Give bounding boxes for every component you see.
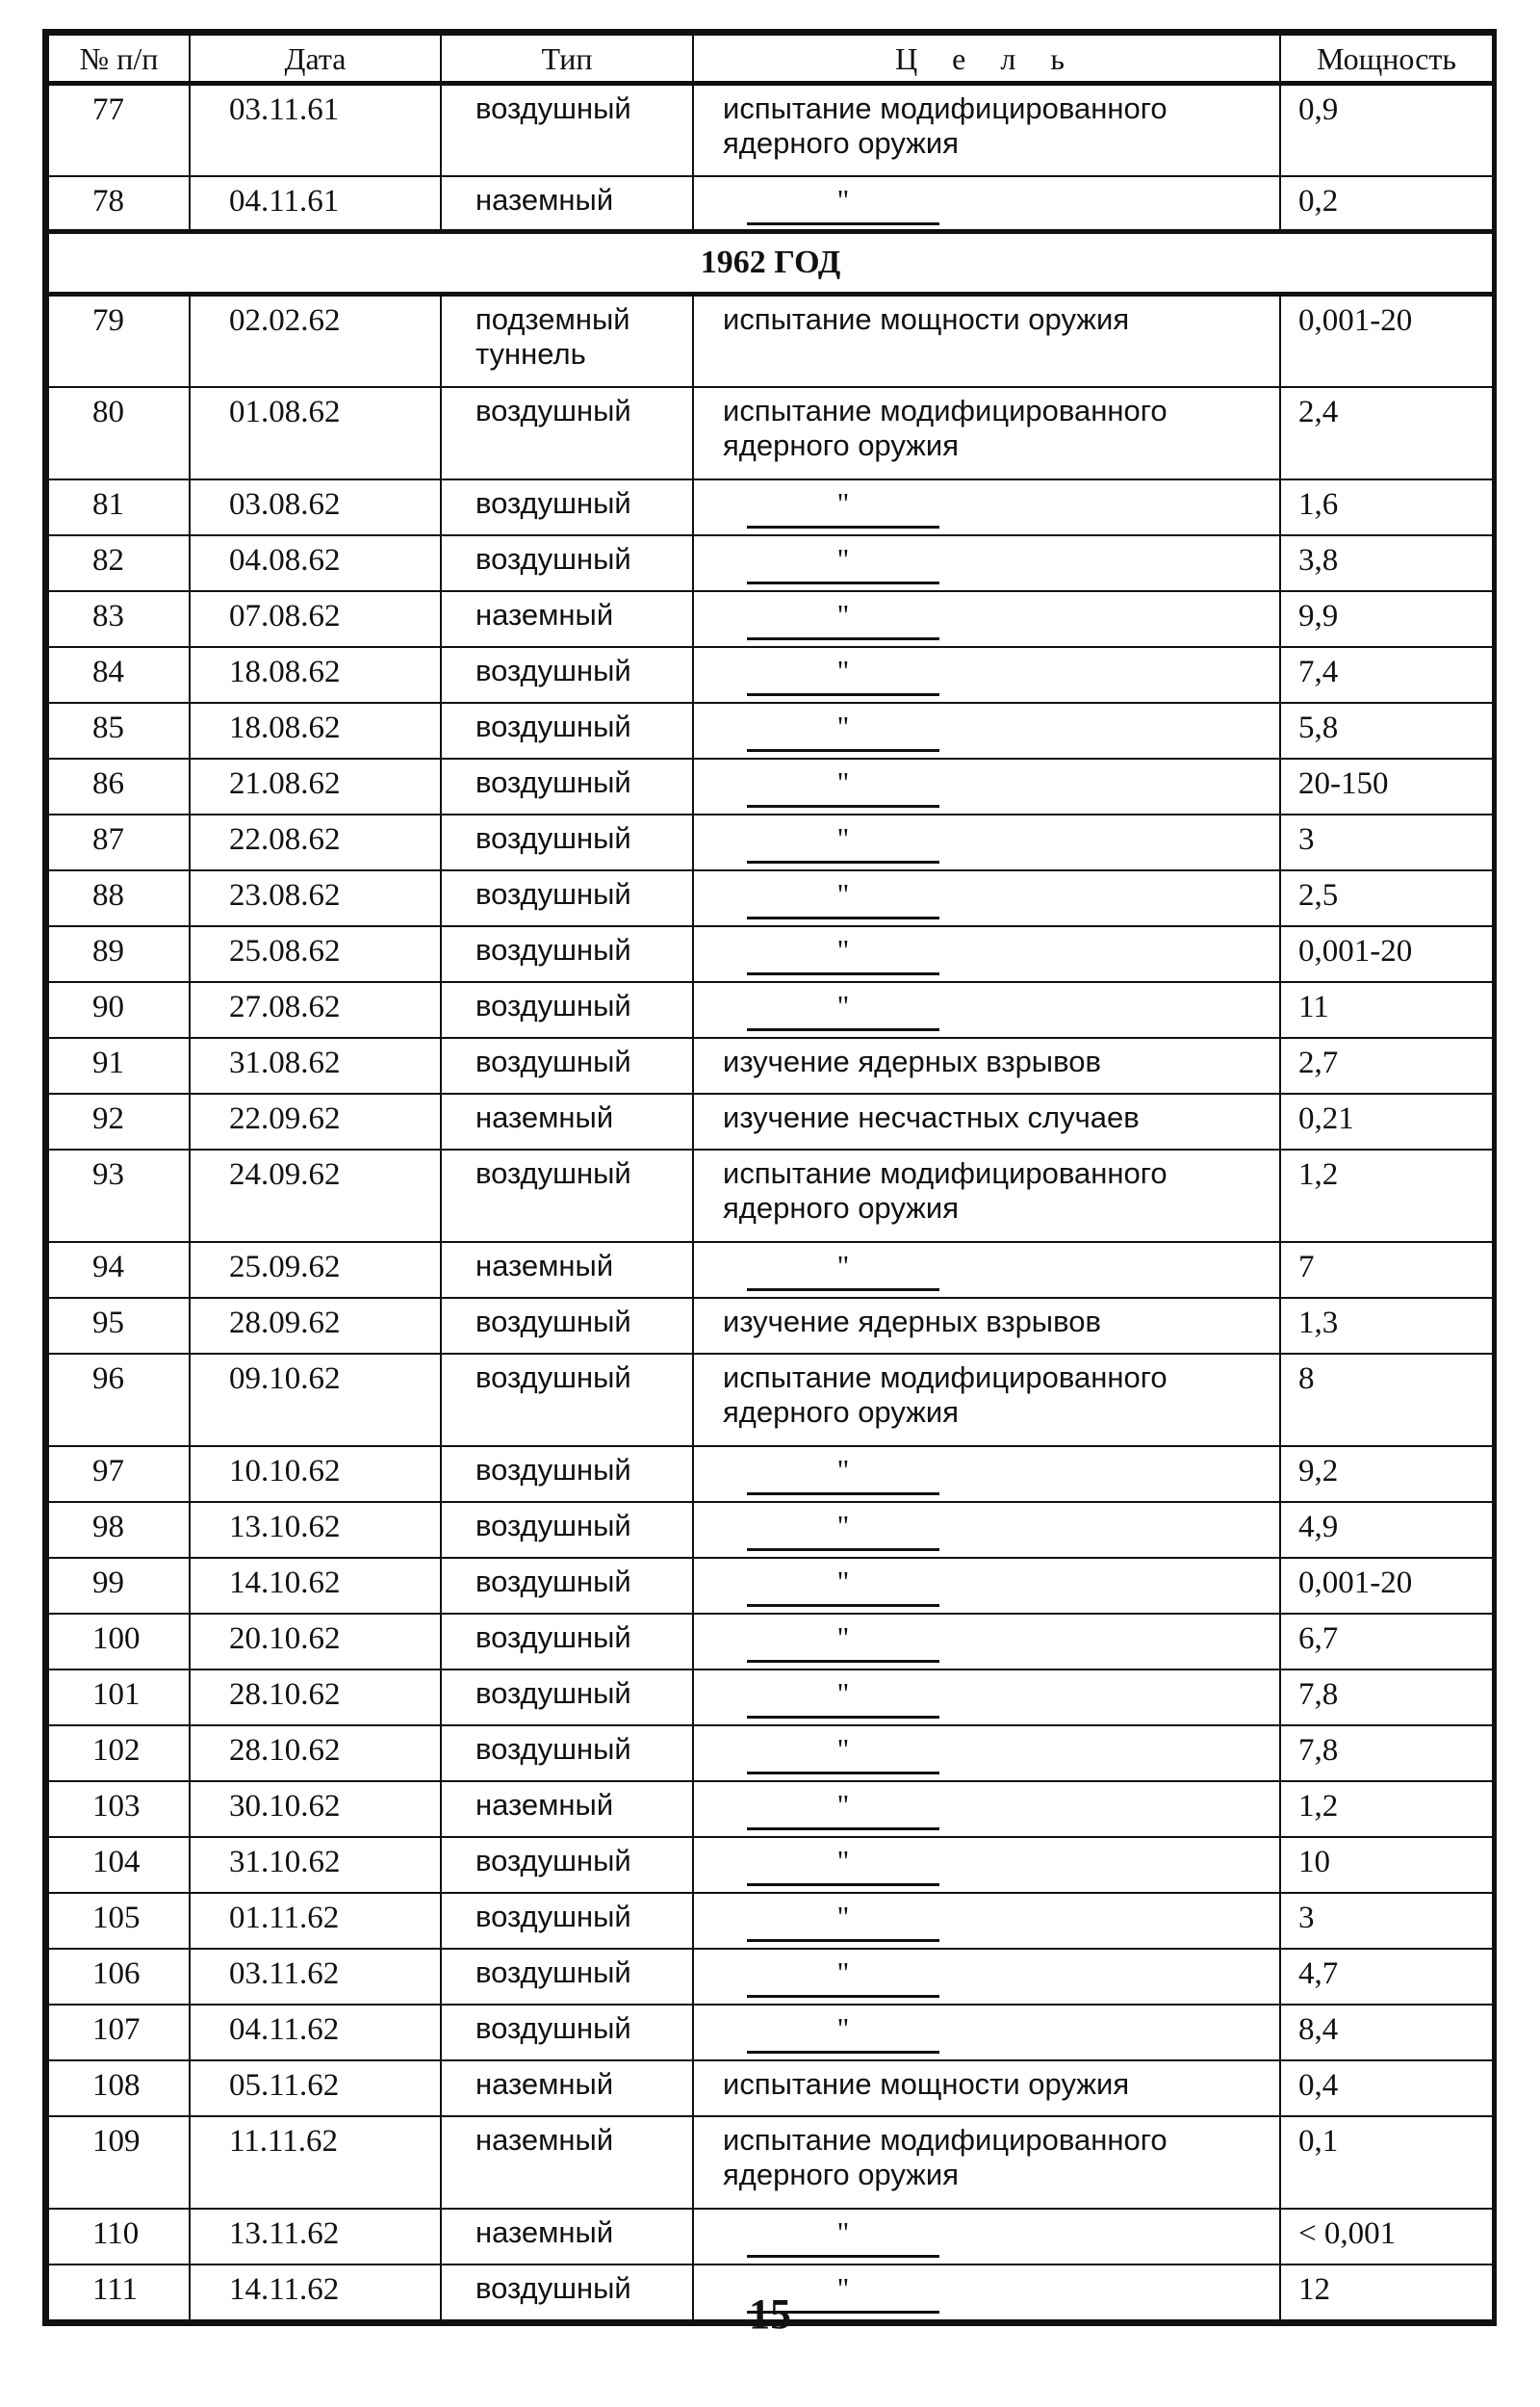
cell-type: воздушный — [441, 1837, 693, 1893]
cell-num: 78 — [48, 176, 190, 232]
cell-goal — [693, 926, 1280, 982]
cell-power: 9,2 — [1280, 1446, 1493, 1502]
cell-power: 1,2 — [1280, 1781, 1493, 1837]
cell-type: воздушный — [441, 1354, 693, 1446]
ditto-mark: " — [747, 549, 939, 584]
cell-goal: испытание мощности оружия — [693, 2060, 1280, 2116]
rows-1961 — [48, 84, 1493, 232]
cell-type: наземный — [441, 1781, 693, 1837]
cell-type: воздушный — [441, 1614, 693, 1669]
table-row — [48, 479, 1493, 535]
cell-goal — [693, 703, 1280, 759]
cell-num: 105 — [48, 1893, 190, 1949]
cell-goal — [693, 759, 1280, 815]
cell-date: 04.11.61 — [190, 176, 441, 232]
cell-type: воздушный — [441, 982, 693, 1038]
table-row — [48, 1354, 1493, 1446]
cell-num: 77 — [48, 84, 190, 176]
table-row — [48, 2116, 1493, 2209]
cell-date: 03.08.62 — [190, 479, 441, 535]
cell-type: воздушный — [441, 1446, 693, 1502]
cell-goal: испытание модифицированного ядерного оружия — [693, 1150, 1280, 1242]
cell-date: 05.11.62 — [190, 2060, 441, 2116]
table-row — [48, 1837, 1493, 1893]
cell-goal — [693, 479, 1280, 535]
cell-type: воздушный — [441, 2005, 693, 2060]
ditto-mark: " — [747, 2278, 939, 2314]
cell-date: 03.11.62 — [190, 1949, 441, 2005]
table-row — [48, 1669, 1493, 1725]
cell-power: 8 — [1280, 1354, 1493, 1446]
year-heading-row — [48, 232, 1493, 295]
cell-date: 28.09.62 — [190, 1298, 441, 1354]
ditto-mark: " — [747, 1515, 939, 1551]
cell-power: 7,8 — [1280, 1725, 1493, 1781]
table-row — [48, 1558, 1493, 1614]
cell-power: 11 — [1280, 982, 1493, 1038]
cell-goal — [693, 1669, 1280, 1725]
table-row — [48, 2060, 1493, 2116]
cell-date: 22.08.62 — [190, 815, 441, 870]
cell-goal — [693, 176, 1280, 232]
cell-goal — [693, 2005, 1280, 2060]
cell-type: наземный — [441, 2060, 693, 2116]
cell-goal — [693, 1781, 1280, 1837]
cell-date: 21.08.62 — [190, 759, 441, 815]
table-row — [48, 295, 1493, 387]
cell-date: 02.02.62 — [190, 295, 441, 387]
cell-power: 3 — [1280, 815, 1493, 870]
cell-type: воздушный — [441, 759, 693, 815]
ditto-mark: " — [747, 1627, 939, 1663]
cell-num: 79 — [48, 295, 190, 387]
table-row — [48, 1150, 1493, 1242]
tests-table-frame — [42, 29, 1497, 2326]
cell-num: 100 — [48, 1614, 190, 1669]
ditto-mark: " — [747, 2018, 939, 2054]
table-row — [48, 535, 1493, 591]
ditto-mark: " — [747, 940, 939, 975]
table-row — [48, 387, 1493, 479]
rows-1962 — [48, 295, 1493, 2320]
cell-num: 89 — [48, 926, 190, 982]
cell-num: 101 — [48, 1669, 190, 1725]
table-row — [48, 647, 1493, 703]
ditto-mark: " — [747, 660, 939, 696]
cell-power: 0,1 — [1280, 2116, 1493, 2209]
cell-num: 98 — [48, 1502, 190, 1558]
cell-type: воздушный — [441, 1669, 693, 1725]
cell-power: 1,2 — [1280, 1150, 1493, 1242]
cell-num: 81 — [48, 479, 190, 535]
cell-goal: испытание модифицированного ядерного оружия — [693, 387, 1280, 479]
cell-goal: изучение несчастных случаев — [693, 1094, 1280, 1150]
cell-type: подземный туннель — [441, 295, 693, 387]
cell-date: 20.10.62 — [190, 1614, 441, 1669]
table-row — [48, 1446, 1493, 1502]
cell-date: 07.08.62 — [190, 591, 441, 647]
table-row — [48, 870, 1493, 926]
table-row — [48, 1502, 1493, 1558]
table-row — [48, 703, 1493, 759]
ditto-mark: " — [747, 1906, 939, 1942]
table-row — [48, 84, 1493, 176]
table-row — [48, 176, 1493, 232]
table-row — [48, 2209, 1493, 2265]
cell-goal — [693, 1893, 1280, 1949]
cell-date: 28.10.62 — [190, 1669, 441, 1725]
cell-goal — [693, 591, 1280, 647]
table-row — [48, 1242, 1493, 1298]
cell-type: воздушный — [441, 84, 693, 176]
cell-num: 84 — [48, 647, 190, 703]
cell-type: наземный — [441, 1242, 693, 1298]
cell-power: 12 — [1280, 2265, 1493, 2320]
cell-goal: изучение ядерных взрывов — [693, 1298, 1280, 1354]
table-row — [48, 2005, 1493, 2060]
cell-num: 88 — [48, 870, 190, 926]
cell-type: воздушный — [441, 703, 693, 759]
cell-num: 80 — [48, 387, 190, 479]
cell-goal — [693, 870, 1280, 926]
ditto-mark: " — [747, 1683, 939, 1719]
cell-type: воздушный — [441, 647, 693, 703]
cell-goal — [693, 1558, 1280, 1614]
cell-power: 0,2 — [1280, 176, 1493, 232]
cell-num: 109 — [48, 2116, 190, 2209]
cell-num: 110 — [48, 2209, 190, 2265]
cell-goal: испытание модифицированного ядерного оружия — [693, 84, 1280, 176]
ditto-mark: " — [747, 605, 939, 640]
cell-goal — [693, 647, 1280, 703]
cell-date: 30.10.62 — [190, 1781, 441, 1837]
cell-type: воздушный — [441, 2265, 693, 2320]
table-row — [48, 1949, 1493, 2005]
cell-date: 25.08.62 — [190, 926, 441, 982]
cell-date: 13.11.62 — [190, 2209, 441, 2265]
ditto-mark: " — [747, 996, 939, 1031]
ditto-mark: " — [747, 716, 939, 752]
cell-num: 96 — [48, 1354, 190, 1446]
table-row — [48, 1038, 1493, 1094]
cell-power: 0,21 — [1280, 1094, 1493, 1150]
cell-goal — [693, 535, 1280, 591]
cell-date: 18.08.62 — [190, 703, 441, 759]
cell-goal — [693, 1725, 1280, 1781]
cell-num: 104 — [48, 1837, 190, 1893]
cell-goal: испытание модифицированного ядерного оружия — [693, 1354, 1280, 1446]
cell-num: 107 — [48, 2005, 190, 2060]
cell-type: воздушный — [441, 815, 693, 870]
cell-power: 0,001-20 — [1280, 295, 1493, 387]
ditto-mark: " — [747, 493, 939, 529]
cell-num: 97 — [48, 1446, 190, 1502]
table-row — [48, 591, 1493, 647]
cell-num: 82 — [48, 535, 190, 591]
cell-type: воздушный — [441, 1502, 693, 1558]
cell-type: воздушный — [441, 1949, 693, 2005]
table-row — [48, 1094, 1493, 1150]
cell-type: воздушный — [441, 926, 693, 982]
cell-date: 27.08.62 — [190, 982, 441, 1038]
cell-num: 106 — [48, 1949, 190, 2005]
cell-type: воздушный — [441, 1725, 693, 1781]
page-number: 15 — [749, 2291, 791, 2338]
cell-type: наземный — [441, 1094, 693, 1150]
year-section — [48, 232, 1493, 295]
cell-goal — [693, 2209, 1280, 2265]
cell-goal: испытание мощности оружия — [693, 295, 1280, 387]
ditto-mark: " — [747, 828, 939, 864]
cell-power: 2,4 — [1280, 387, 1493, 479]
cell-power: 2,7 — [1280, 1038, 1493, 1094]
cell-date: 01.11.62 — [190, 1893, 441, 1949]
cell-power: 3 — [1280, 1893, 1493, 1949]
cell-date: 18.08.62 — [190, 647, 441, 703]
cell-date: 10.10.62 — [190, 1446, 441, 1502]
cell-date: 28.10.62 — [190, 1725, 441, 1781]
cell-goal — [693, 1502, 1280, 1558]
cell-type: воздушный — [441, 1558, 693, 1614]
cell-type: воздушный — [441, 1150, 693, 1242]
cell-num: 83 — [48, 591, 190, 647]
cell-goal — [693, 982, 1280, 1038]
cell-num: 94 — [48, 1242, 190, 1298]
cell-power: 2,5 — [1280, 870, 1493, 926]
cell-num: 108 — [48, 2060, 190, 2116]
header-goal: Ц е л ь — [693, 35, 1280, 84]
cell-power: 1,6 — [1280, 479, 1493, 535]
ditto-mark: " — [747, 2222, 939, 2258]
header-num: № п/п — [48, 35, 190, 84]
header-type: Тип — [441, 35, 693, 84]
nuclear-tests-table — [47, 34, 1494, 2321]
table-header-row — [48, 35, 1493, 84]
cell-num: 85 — [48, 703, 190, 759]
cell-num: 86 — [48, 759, 190, 815]
ditto-mark: " — [747, 1571, 939, 1607]
table-row — [48, 926, 1493, 982]
cell-power: 20-150 — [1280, 759, 1493, 815]
cell-date: 31.08.62 — [190, 1038, 441, 1094]
cell-type: наземный — [441, 176, 693, 232]
cell-power: 1,3 — [1280, 1298, 1493, 1354]
cell-power: 0,001-20 — [1280, 1558, 1493, 1614]
cell-power: 5,8 — [1280, 703, 1493, 759]
cell-date: 14.11.62 — [190, 2265, 441, 2320]
ditto-mark: " — [747, 1255, 939, 1291]
cell-date: 03.11.61 — [190, 84, 441, 176]
cell-power: 4,7 — [1280, 1949, 1493, 2005]
year-heading: 1962 ГОД — [48, 232, 1493, 295]
cell-type: наземный — [441, 2116, 693, 2209]
cell-type: воздушный — [441, 387, 693, 479]
cell-num: 99 — [48, 1558, 190, 1614]
header-power: Мощность — [1280, 35, 1493, 84]
cell-date: 14.10.62 — [190, 1558, 441, 1614]
cell-num: 102 — [48, 1725, 190, 1781]
cell-num: 87 — [48, 815, 190, 870]
cell-num: 103 — [48, 1781, 190, 1837]
cell-date: 09.10.62 — [190, 1354, 441, 1446]
cell-power: 4,9 — [1280, 1502, 1493, 1558]
cell-type: воздушный — [441, 1298, 693, 1354]
cell-goal — [693, 1949, 1280, 2005]
cell-date: 24.09.62 — [190, 1150, 441, 1242]
cell-date: 13.10.62 — [190, 1502, 441, 1558]
ditto-mark: " — [747, 884, 939, 919]
cell-power: 7 — [1280, 1242, 1493, 1298]
cell-type: воздушный — [441, 870, 693, 926]
cell-num: 95 — [48, 1298, 190, 1354]
table-row — [48, 1614, 1493, 1669]
ditto-mark: " — [747, 1795, 939, 1830]
cell-goal — [693, 1837, 1280, 1893]
cell-date: 11.11.62 — [190, 2116, 441, 2209]
cell-type: наземный — [441, 2209, 693, 2265]
table-row — [48, 1893, 1493, 1949]
cell-type: воздушный — [441, 1038, 693, 1094]
cell-power: 0,4 — [1280, 2060, 1493, 2116]
cell-goal — [693, 1242, 1280, 1298]
cell-power: < 0,001 — [1280, 2209, 1493, 2265]
ditto-mark: " — [747, 1460, 939, 1495]
cell-power: 8,4 — [1280, 2005, 1493, 2060]
table-row — [48, 1298, 1493, 1354]
ditto-mark: " — [747, 772, 939, 808]
cell-date: 04.08.62 — [190, 535, 441, 591]
cell-power: 7,4 — [1280, 647, 1493, 703]
cell-goal — [693, 815, 1280, 870]
cell-power: 9,9 — [1280, 591, 1493, 647]
header-date: Дата — [190, 35, 441, 84]
cell-date: 23.08.62 — [190, 870, 441, 926]
table-row — [48, 1725, 1493, 1781]
ditto-mark: " — [747, 1851, 939, 1886]
cell-power: 0,9 — [1280, 84, 1493, 176]
cell-goal: изучение ядерных взрывов — [693, 1038, 1280, 1094]
cell-num: 111 — [48, 2265, 190, 2320]
cell-date: 22.09.62 — [190, 1094, 441, 1150]
cell-goal — [693, 1614, 1280, 1669]
cell-num: 90 — [48, 982, 190, 1038]
cell-power: 0,001-20 — [1280, 926, 1493, 982]
cell-date: 31.10.62 — [190, 1837, 441, 1893]
ditto-mark: " — [747, 1962, 939, 1998]
cell-power: 6,7 — [1280, 1614, 1493, 1669]
cell-power: 10 — [1280, 1837, 1493, 1893]
cell-num: 93 — [48, 1150, 190, 1242]
cell-num: 92 — [48, 1094, 190, 1150]
cell-date: 25.09.62 — [190, 1242, 441, 1298]
cell-date: 01.08.62 — [190, 387, 441, 479]
table-row — [48, 815, 1493, 870]
cell-power: 3,8 — [1280, 535, 1493, 591]
cell-num: 91 — [48, 1038, 190, 1094]
cell-goal — [693, 1446, 1280, 1502]
ditto-mark: " — [747, 190, 939, 225]
cell-type: воздушный — [441, 535, 693, 591]
cell-type: воздушный — [441, 1893, 693, 1949]
table-row — [48, 982, 1493, 1038]
cell-date: 04.11.62 — [190, 2005, 441, 2060]
cell-type: наземный — [441, 591, 693, 647]
table-row — [48, 1781, 1493, 1837]
cell-power: 7,8 — [1280, 1669, 1493, 1725]
ditto-mark: " — [747, 1739, 939, 1774]
cell-goal: испытание модифицированного ядерного оружия — [693, 2116, 1280, 2209]
table-row — [48, 759, 1493, 815]
cell-type: воздушный — [441, 479, 693, 535]
